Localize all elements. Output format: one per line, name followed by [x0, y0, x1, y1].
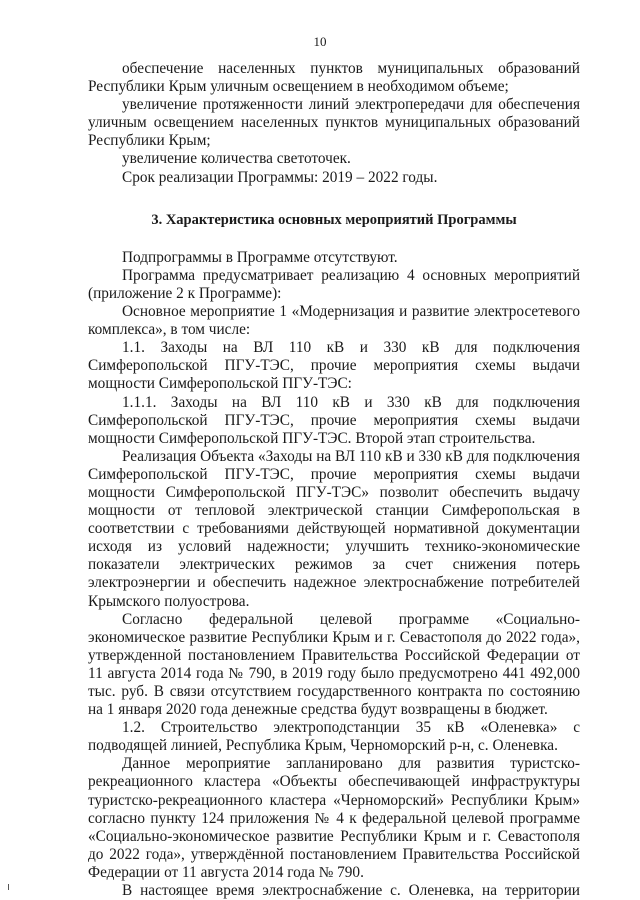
paragraph: Программа предусматривает реализацию 4 основных мероприятий (приложение 2 к Программе):	[88, 266, 580, 302]
page-number: 10	[313, 34, 327, 49]
paragraph: Подпрограммы в Программе отсутствуют.	[122, 248, 398, 266]
paragraph: 1.1.1. Заходы на ВЛ 110 кВ и 330 кВ для подключения Симферопольской ПГУ-ТЭС, прочие мероприятия схемы выдачи мощности Симферопольской ПГУ-ТЭС. Второй этап строительства.	[88, 393, 580, 447]
paragraph: Согласно федеральной целевой программе «Социально-экономическое развитие Республики Крым и г. Севастополя до 2022 года», утвержденной постановлением Правительства Российской Федерации от 11 августа 2014 года № 790, в 2019 году было предусмотрено 441 492,000 тыс. руб. В связи отсутствием государственного контракта по состоянию на 1 января 2020 года денежные средства будут возвращены в бюджет.	[88, 610, 580, 719]
paragraph: увеличение количества светоточек.	[122, 150, 351, 168]
paragraph: 1.2. Строительство электроподстанции 35 кВ «Оленевка» с подводящей линией, Республика Крым, Черноморский р-н, с. Оленевка.	[88, 719, 580, 755]
paragraph: Основное мероприятие 1 «Модернизация и развитие электросетевого комплекса», в том числе:	[88, 303, 580, 339]
section-heading: 3. Характеристика основных мероприятий Программы	[151, 211, 517, 228]
paragraph: 1.1. Заходы на ВЛ 110 кВ и 330 кВ для подключения Симферопольской ПГУ-ТЭС, прочие мероприятия схемы выдачи мощности Симферопольской ПГУ-ТЭС:	[88, 339, 580, 393]
scan-mark	[8, 884, 9, 890]
paragraph: В настоящее время электроснабжение с. Оленевка, на территории	[122, 882, 580, 900]
paragraph: увеличение протяженности линий электропередачи для обеспечения уличным освещением населенных пунктов муниципальных образований Республики Крым;	[88, 96, 580, 150]
paragraph: Данное мероприятие запланировано для развития туристско-рекреационного кластера «Объекты обеспечивающей инфраструктуры туристско-рекреационного кластера «Черноморский» Республики Крым» согласно пункту 124 приложения № 4 к федеральной целевой программе «Социально-экономическое развитие Республики Крым и г. Севастополя до 2022 года», утверждённой постановлением Правительства Российской Федерации от 11 августа 2014 года № 790.	[88, 755, 580, 881]
paragraph: обеспечение населенных пунктов муниципальных образований Республики Крым уличным освещением в необходимом объеме;	[88, 60, 580, 96]
paragraph: Реализация Объекта «Заходы на ВЛ 110 кВ и 330 кВ для подключения Симферопольской ПГУ-ТЭС, прочие мероприятия схемы выдачи мощности Симферопольской ПГУ-ТЭС» позволит обеспечить выдачу мощности от тепловой электрической станции Симферопольская в соответствии с требованиями действующей нормативной документации исходя из условий надежности; улучшить технико-экономические показатели электрических режимов за счет снижения потерь электроэнергии и обеспечить надежное электроснабжение потребителей Крымского полуострова.	[88, 447, 580, 610]
document-body	[88, 60, 580, 900]
paragraph: Срок реализации Программы: 2019 – 2022 годы.	[122, 168, 438, 186]
